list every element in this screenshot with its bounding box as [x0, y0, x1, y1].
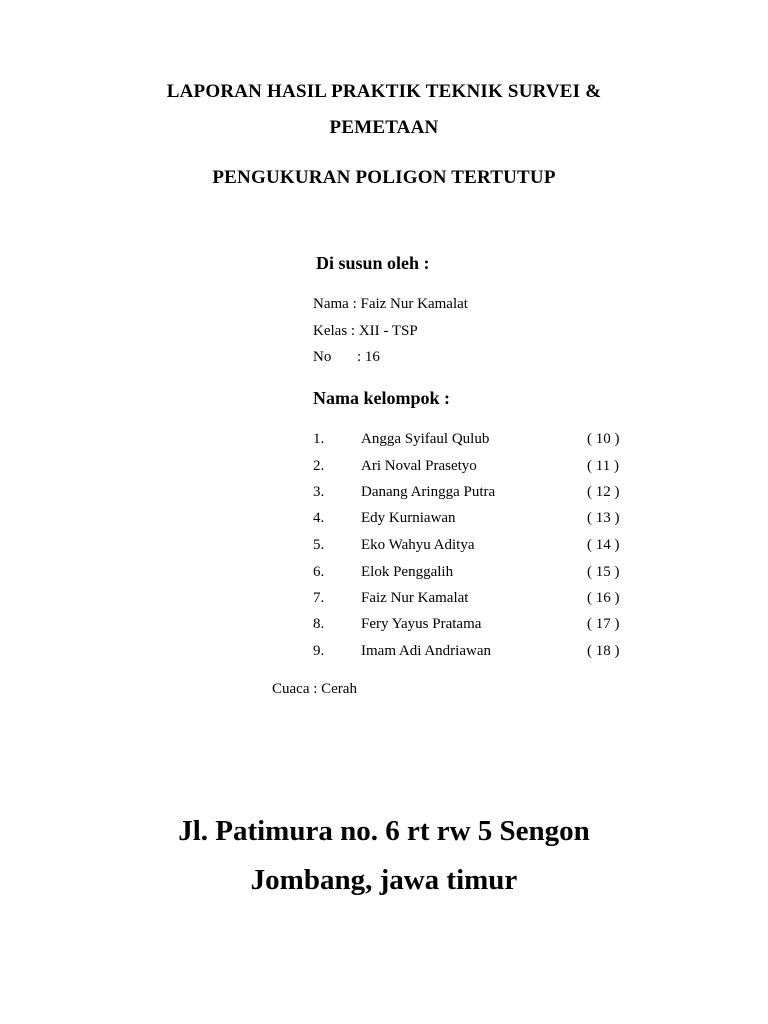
member-absen: ( 17 )	[587, 616, 620, 632]
address-line-1: Jl. Patimura no. 6 rt rw 5 Sengon	[178, 815, 590, 847]
address-line-2: Jombang, jawa timur	[250, 864, 518, 896]
member-number: 2.	[313, 458, 325, 474]
member-name: Fery Yayus Pratama	[361, 616, 482, 632]
list-item	[313, 458, 643, 484]
member-number: 6.	[313, 564, 325, 580]
member-name: Faiz Nur Kamalat	[361, 590, 469, 606]
member-absen: ( 13 )	[587, 510, 620, 526]
member-name: Angga Syifaul Qulub	[361, 431, 490, 447]
list-item	[313, 643, 643, 669]
member-number: 7.	[313, 590, 325, 606]
list-item	[313, 510, 643, 536]
member-number: 4.	[313, 510, 325, 526]
member-number: 9.	[313, 643, 325, 659]
author-number-key: No	[313, 349, 332, 365]
list-item	[313, 616, 643, 642]
author-number-value: : 16	[357, 349, 380, 365]
report-title-line-1: LAPORAN HASIL PRAKTIK TEKNIK SURVEI &	[166, 81, 602, 102]
weather-note: Cuaca : Cerah	[272, 681, 357, 697]
group-label: Nama kelompok :	[313, 388, 451, 408]
member-absen: ( 12 )	[587, 484, 620, 500]
member-name: Ari Noval Prasetyo	[361, 458, 477, 474]
report-subtitle: PENGUKURAN POLIGON TERTUTUP	[212, 167, 556, 188]
composed-by-label: Di susun oleh :	[316, 253, 430, 273]
member-name: Eko Wahyu Aditya	[361, 537, 475, 553]
list-item	[313, 537, 643, 563]
member-absen: ( 10 )	[587, 431, 620, 447]
member-number: 1.	[313, 431, 325, 447]
member-absen: ( 15 )	[587, 564, 620, 580]
author-class: Kelas : XII - TSP	[313, 323, 418, 339]
author-number	[313, 349, 380, 366]
list-item	[313, 564, 643, 590]
member-absen: ( 16 )	[587, 590, 620, 606]
list-item	[313, 484, 643, 510]
member-name: Imam Adi Andriawan	[361, 643, 491, 659]
member-number: 8.	[313, 616, 325, 632]
member-name: Elok Penggalih	[361, 564, 454, 580]
member-absen: ( 18 )	[587, 643, 620, 659]
list-item	[313, 590, 643, 616]
list-item	[313, 431, 643, 457]
author-name: Nama : Faiz Nur Kamalat	[313, 296, 468, 312]
report-title-line-2: PEMETAAN	[329, 117, 439, 138]
member-absen: ( 11 )	[587, 458, 619, 474]
member-name: Edy Kurniawan	[361, 510, 456, 526]
member-number: 5.	[313, 537, 325, 553]
member-name: Danang Aringga Putra	[361, 484, 496, 500]
member-absen: ( 14 )	[587, 537, 620, 553]
member-number: 3.	[313, 484, 325, 500]
